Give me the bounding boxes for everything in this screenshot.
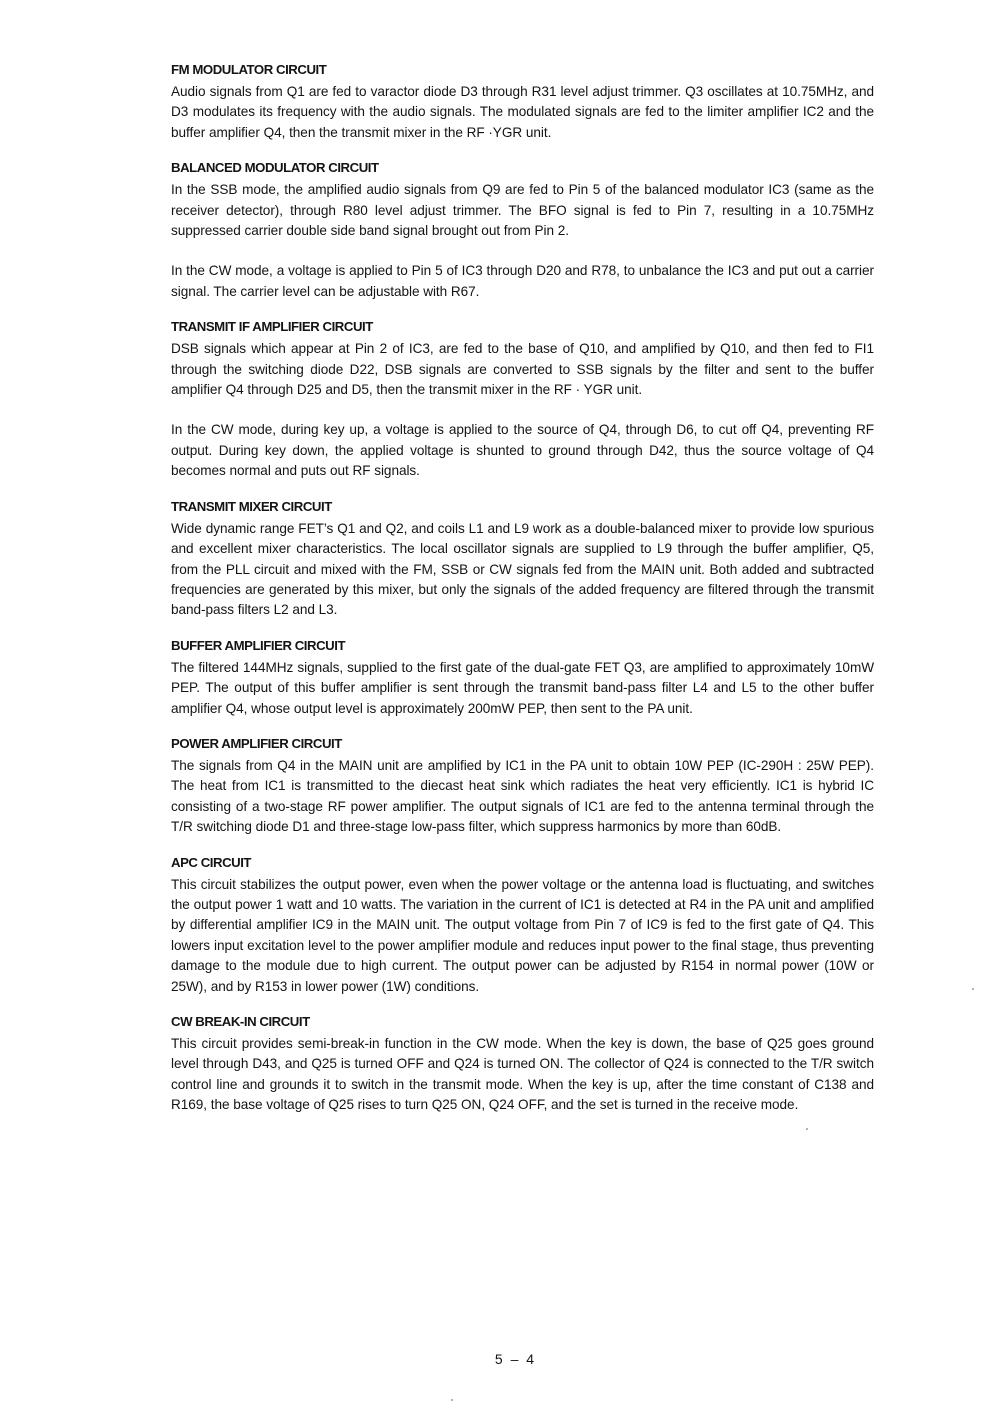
scan-speck bbox=[451, 1399, 453, 1401]
section-buffer-amplifier bbox=[171, 637, 874, 719]
section-paragraph: The filtered 144MHz signals, supplied to the first gate of the dual-gate FET Q3, are amplified to approximately 10mW PEP. The output of this buffer amplifier is sent through the transmit band-pass filter L4 and L5 to the other buffer amplifier Q4, whose output level is approximately 200mW PEP, then sent to the PA unit. bbox=[171, 659, 874, 716]
section-heading: TRANSMIT IF AMPLIFIER CIRCUIT bbox=[171, 319, 373, 335]
section-heading: TRANSMIT MIXER CIRCUIT bbox=[171, 498, 332, 514]
section-heading: CW BREAK-IN CIRCUIT bbox=[171, 1014, 310, 1029]
section-paragraph: DSB signals which appear at Pin 2 of IC3, are fed to the base of Q10, and amplified by Q10, and then fed to FI1 through the switching diode D22, DSB signals are converted to SSB signals by the filter and sent to the buffer amplifier Q4 through D25 and D5, then the transmit mixer in the RF · YGR unit. bbox=[171, 341, 874, 398]
section-heading: BALANCED MODULATOR CIRCUIT bbox=[171, 160, 379, 176]
section-heading: BUFFER AMPLIFIER CIRCUIT bbox=[171, 637, 346, 653]
section-power-amplifier bbox=[171, 735, 874, 838]
section-paragraph: This circuit provides semi-break-in function in the CW mode. When the key is down, the base of Q25 goes ground level through D43, and Q25 is turned OFF and Q24 is turned ON. The collector of Q24 is connected to the T/R switch control line and grounds it to switch in the transmit mode. When the key is up, after the time constant of C138 and R169, the base voltage of Q25 rises to turn Q25 ON, Q24 OFF, and the set is turned in the receive mode. bbox=[171, 1036, 874, 1113]
section-balanced-modulator bbox=[171, 159, 874, 302]
section-apc bbox=[171, 854, 874, 997]
page-content bbox=[171, 61, 874, 1116]
section-paragraph: In the CW mode, a voltage is applied to Pin 5 of IC3 through D20 and R78, to unbalance the IC3 and put out a carrier signal. The carrier level can be adjustable with R67. bbox=[171, 263, 874, 299]
section-paragraph: Wide dynamic range FET’s Q1 and Q2, and coils L1 and L9 work as a double-balanced mixer to provide low spurious and excellent mixer characteristics. The local oscillator signals are supplied to L9 through the buffer amplifier, Q5, from the PLL circuit and mixed with the FM, SSB or CW signals fed from the MAIN unit. Both added and subtracted frequencies are generated by this mixer, but only the signals of the added frequency are filtered through the transmit band-pass filters L2 and L3. bbox=[171, 520, 874, 618]
section-fm-modulator bbox=[171, 61, 874, 143]
section-transmit-if-amplifier bbox=[171, 318, 874, 481]
section-paragraph: In the CW mode, during key up, a voltage is applied to the source of Q4, through D6, to cut off Q4, preventing RF output. During key down, the applied voltage is shunted to ground through D42, thus the source voltage of Q4 becomes normal and puts out RF signals. bbox=[171, 422, 874, 479]
section-heading: POWER AMPLIFIER CIRCUIT bbox=[171, 735, 342, 751]
page-number: 5 – 4 bbox=[494, 1351, 537, 1367]
section-paragraph: This circuit stabilizes the output power, even when the power voltage or the antenna load is fluctuating, and switches the output power 1 watt and 10 watts. The variation in the current of IC1 is detected at R4 in the PA unit and amplified by differential amplifier IC9 in the MAIN unit. The output voltage from Pin 7 of IC9 is fed to the first gate of Q4. This lowers input excitation level to the power amplifier module and reduces input power to the final stage, thus preventing damage to the module due to high current. The output power can be adjusted by R154 in normal power (10W or 25W), and by R153 in lower power (1W) conditions. bbox=[171, 876, 874, 994]
section-paragraph: Audio signals from Q1 are fed to varactor diode D3 through R31 level adjust trimmer. Q3 oscillates at 10.75MHz, and D3 modulates its frequency with the audio signals. The modulated signals are fed to the limiter amplifier IC2 and the buffer amplifier Q4, then the transmit mixer in the RF ·YGR unit. bbox=[171, 84, 874, 140]
section-transmit-mixer bbox=[171, 498, 874, 621]
scan-speck bbox=[972, 988, 974, 990]
section-heading: APC CIRCUIT bbox=[171, 854, 252, 870]
section-cw-break-in bbox=[171, 1013, 874, 1116]
scan-speck bbox=[806, 1128, 808, 1130]
section-paragraph: The signals from Q4 in the MAIN unit are amplified by IC1 in the PA unit to obtain 10W PEP (IC-290H : 25W PEP). The heat from IC1 is transmitted to the diecast heat sink which radiates the heat very efficiently. IC1 is hybrid IC consisting of a two-stage RF power amplifier. The output signals of IC1 are fed to the antenna terminal through the T/R switching diode D1 and three-stage low-pass filter, which suppress harmonics by more than 60dB. bbox=[171, 757, 874, 835]
section-heading: FM MODULATOR CIRCUIT bbox=[171, 62, 327, 77]
section-paragraph: In the SSB mode, the amplified audio signals from Q9 are fed to Pin 5 of the balanced modulator IC3 (same as the receiver detector), through R80 level adjust trimmer. The BFO signal is fed to Pin 7, resulting in a 10.75MHz suppressed carrier double side band signal brought out from Pin 2. bbox=[171, 182, 874, 239]
